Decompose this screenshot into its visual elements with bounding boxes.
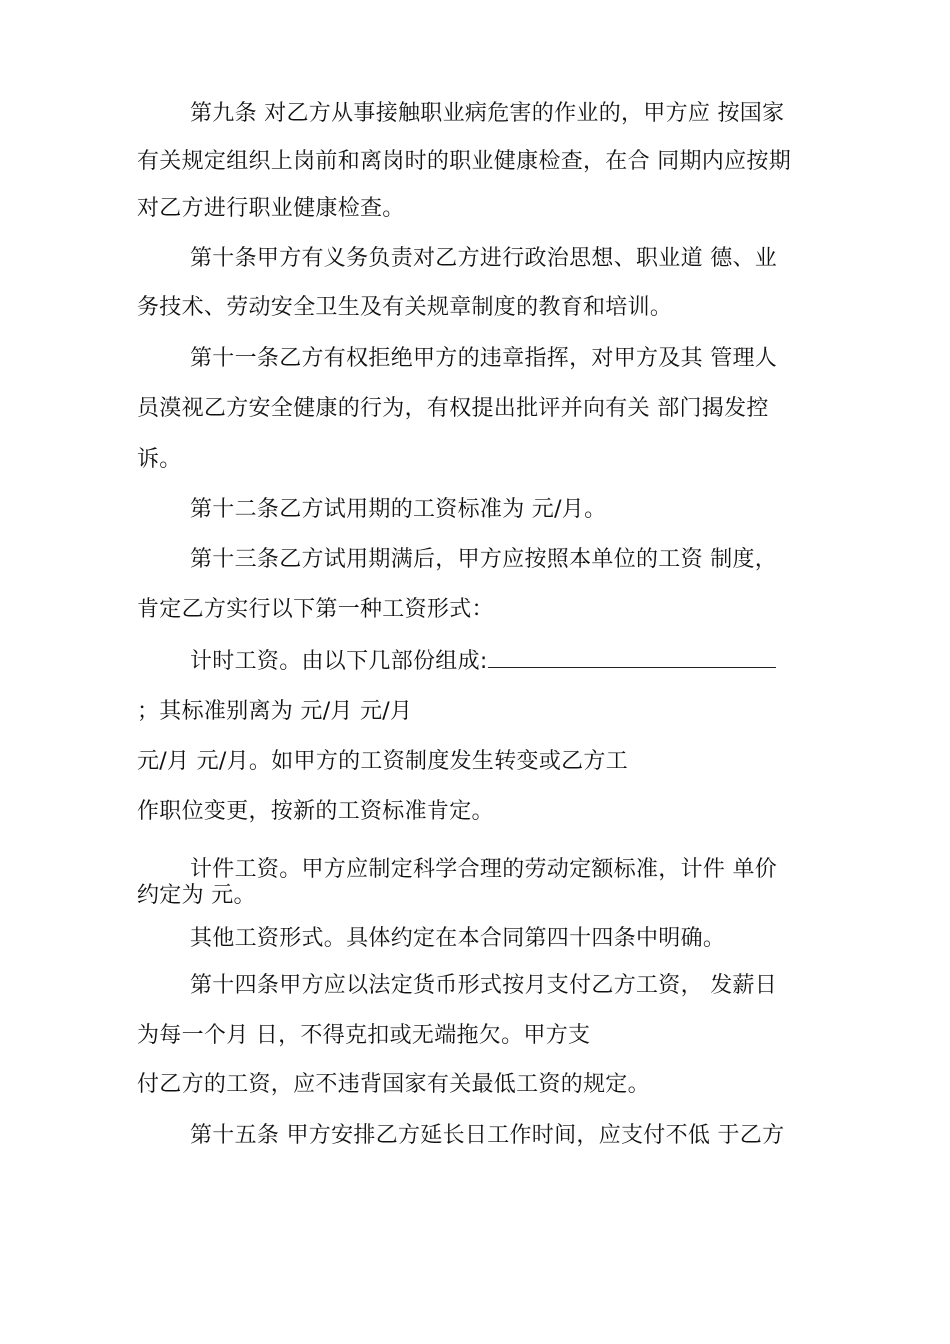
text-line: 第十四条甲方应以法定货币形式按月支付乙方工资， 发薪日 — [190, 973, 778, 998]
text-line: 员漠视乙方安全健康的行为，有权提出批评并向有关 部门揭发控 — [137, 396, 769, 421]
text-line: ；其标准别离为 元/月 元/月 — [137, 699, 413, 724]
text-line-with-blank — [190, 647, 776, 676]
text-line: 元/月 元/月。如甲方的工资制度发生转变或乙方工 — [137, 749, 629, 774]
text-line: 作职位变更，按新的工资标准肯定。 — [137, 799, 494, 824]
text-line: 第九条 对乙方从事接触职业病危害的作业的，甲方应 按国家 — [190, 101, 785, 126]
text-line: 第十条甲方有义务负责对乙方进行政治思想、职业道 德、业 — [190, 246, 778, 271]
fill-in-blank[interactable] — [488, 647, 776, 668]
text-segment: 计时工资。由以下几部份组成: — [190, 649, 488, 674]
text-line: 务技术、劳动安全卫生及有关规章制度的教育和培训。 — [137, 295, 673, 320]
text-line: 为每一个月 日，不得克扣或无端拖欠。甲方支 — [137, 1023, 591, 1048]
text-line: 肯定乙方实行以下第一种工资形式： — [137, 597, 494, 622]
text-line: 第十二条乙方试用期的工资标准为 元/月。 — [190, 497, 607, 522]
text-line: 计件工资。甲方应制定科学合理的劳动定额标准，计件 单价 — [190, 857, 778, 882]
text-line: 第十三条乙方试用期满后，甲方应按照本单位的工资 制度， — [190, 547, 778, 572]
text-line: 第十五条 甲方安排乙方延长日工作时间，应支付不低 于乙方 — [190, 1123, 785, 1148]
text-line: 付乙方的工资，应不违背国家有关最低工资的规定。 — [137, 1072, 650, 1097]
text-line: 诉。 — [137, 447, 182, 472]
text-line: 其他工资形式。具体约定在本合同第四十四条中明确。 — [190, 926, 726, 951]
text-line: 对乙方进行职业健康检查。 — [137, 196, 405, 221]
text-line: 有关规定组织上岗前和离岗时的职业健康检查，在合 同期内应按期 — [137, 149, 791, 174]
text-line: 第十一条乙方有权拒绝甲方的违章指挥，对甲方及其 管理人 — [190, 346, 778, 371]
text-line: 约定为 元。 — [137, 883, 256, 908]
